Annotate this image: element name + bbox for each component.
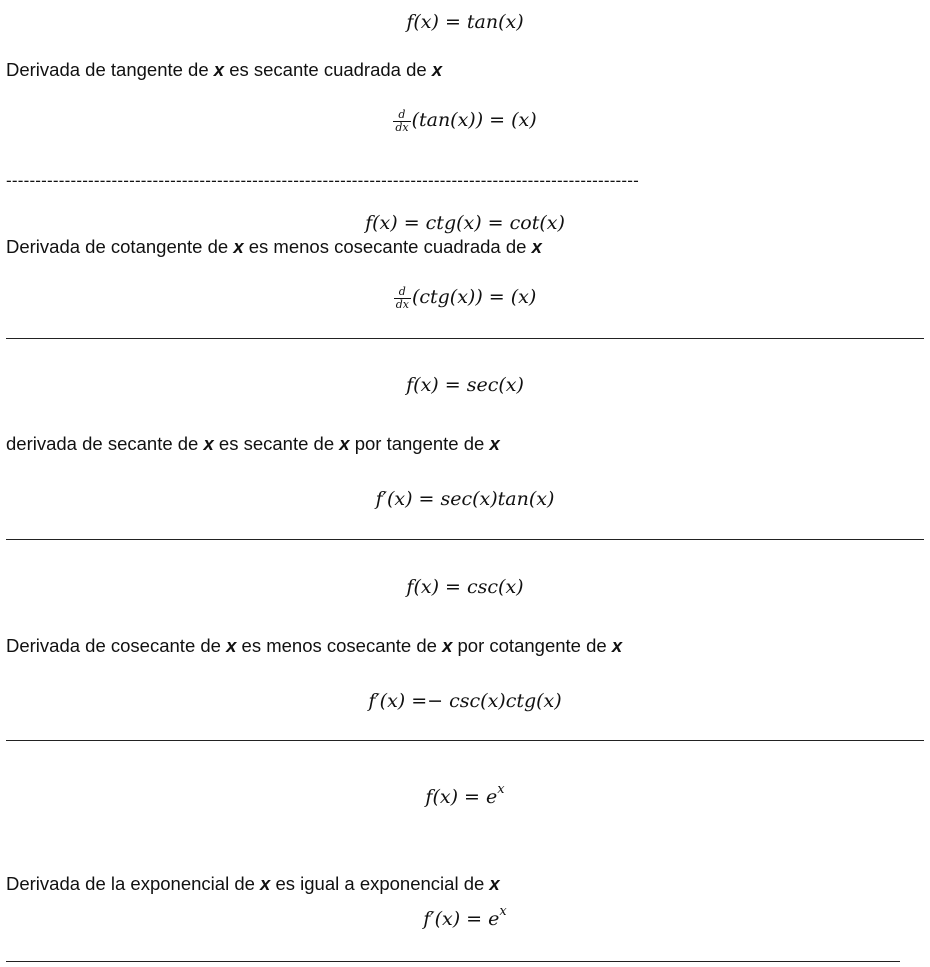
formula-tan: f(x) = tan(x) [406, 11, 524, 33]
dashed-separator: ------------------------------------------------------------------------------------------------------------ [6, 171, 640, 190]
derivative-sec: f′(x) = sec(x)tan(x) [375, 488, 555, 510]
derivative-tan: $\frac{d}{dx}$ (tan(x)) = (x) [395, 107, 537, 134]
section-divider [6, 539, 924, 540]
text-exp-derivative: Derivada de la exponencial de x es igual a exponencial de x [6, 873, 500, 894]
fraction-d-dx: $\frac{d}{dx}$ [395, 107, 409, 134]
formula-exp: $f(x) = e^x$ [425, 782, 505, 808]
derivative-ctg: $\frac{d}{dx}$ (ctg(x)) = (x) [395, 284, 537, 311]
formula-csc: f(x) = csc(x) [406, 576, 524, 598]
text-csc-derivative: Derivada de cosecante de x es menos cosecante de x por cotangente de x [6, 635, 623, 656]
section-divider [6, 338, 924, 339]
derivative-csc: f′(x) =− csc(x)ctg(x) [368, 690, 562, 712]
formula-ctg: f(x) = ctg(x) = cot(x) [365, 212, 565, 234]
text-tan-derivative: Derivada de tangente de x es secante cuadrada de x [6, 59, 443, 80]
text-sec-derivative: derivada de secante de x es secante de x por tangente de x [6, 433, 500, 454]
derivative-exp: $f'(x) = e^x$ [423, 904, 507, 930]
text-ctg-derivative: Derivada de cotangente de x es menos cosecante cuadrada de x [6, 236, 542, 257]
formula-sec: f(x) = sec(x) [406, 374, 524, 396]
section-divider [6, 740, 924, 741]
fraction-d-dx: $\frac{d}{dx}$ [395, 284, 409, 311]
section-divider [6, 961, 900, 962]
